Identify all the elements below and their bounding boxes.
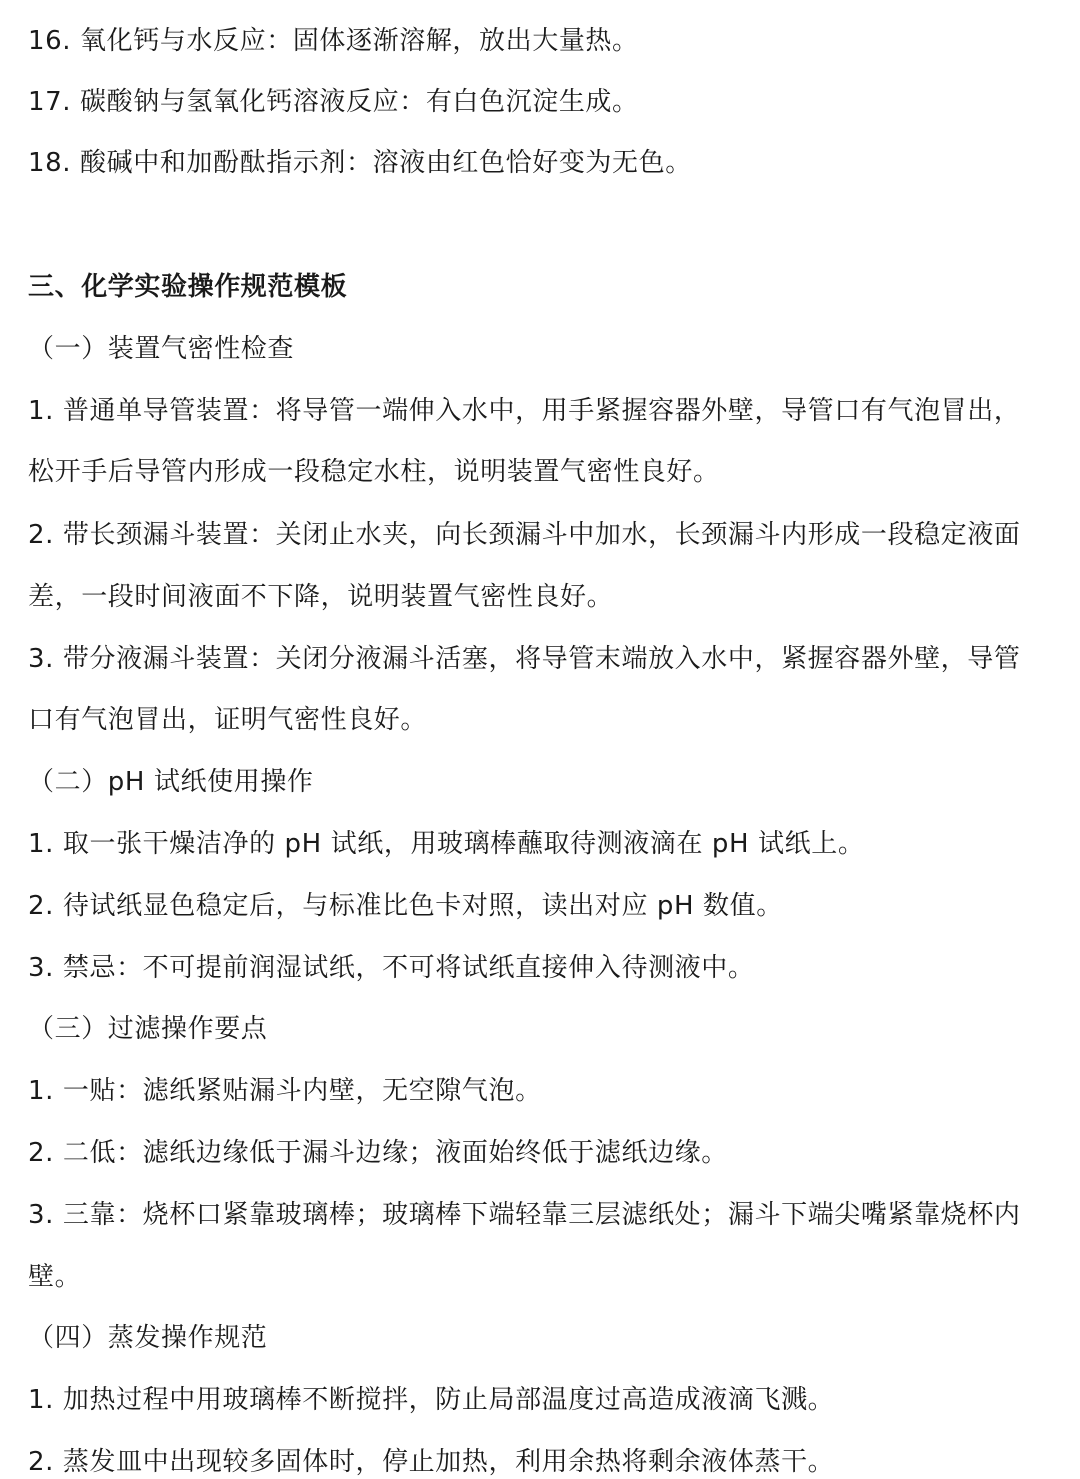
text-line: 1. 加热过程中用玻璃棒不断搅拌，防止局部温度过高造成液滴飞溅。 bbox=[28, 1385, 835, 1415]
text-line: 3. 带分液漏斗装置：关闭分液漏斗活塞，将导管末端放入水中，紧握容器外壁，导管 bbox=[28, 644, 1021, 674]
text-line: 1. 普通单导管装置：将导管一端伸入水中，用手紧握容器外壁，导管口有气泡冒出， bbox=[28, 396, 1021, 426]
text-line: 2. 带长颈漏斗装置：关闭止水夹，向长颈漏斗中加水，长颈漏斗内形成一段稳定液面 bbox=[28, 520, 1021, 550]
text-line: 差，一段时间液面不下降，说明装置气密性良好。 bbox=[28, 582, 614, 612]
text-line: 3. 禁忌：不可提前润湿试纸，不可将试纸直接伸入待测液中。 bbox=[28, 953, 755, 983]
subsection-heading: （一）装置气密性检查 bbox=[28, 334, 295, 364]
text-line: 2. 蒸发皿中出现较多固体时，停止加热，利用余热将剩余液体蒸干。 bbox=[28, 1447, 835, 1477]
text-line: 16. 氧化钙与水反应：固体逐渐溶解，放出大量热。 bbox=[28, 26, 639, 56]
subsection-heading: （四）蒸发操作规范 bbox=[28, 1323, 268, 1353]
text-line: 18. 酸碱中和加酚酞指示剂：溶液由红色恰好变为无色。 bbox=[28, 148, 692, 178]
text-line: 1. 一贴：滤纸紧贴漏斗内壁，无空隙气泡。 bbox=[28, 1076, 542, 1106]
text-line: 2. 二低：滤纸边缘低于漏斗边缘；液面始终低于滤纸边缘。 bbox=[28, 1138, 728, 1168]
text-line: 松开手后导管内形成一段稳定水柱，说明装置气密性良好。 bbox=[28, 457, 720, 487]
text-line: 2. 待试纸显色稳定后，与标准比色卡对照，读出对应 pH 数值。 bbox=[28, 891, 783, 921]
section-heading: 三、化学实验操作规范模板 bbox=[28, 272, 348, 302]
text-line: 3. 三靠：烧杯口紧靠玻璃棒；玻璃棒下端轻靠三层滤纸处；漏斗下端尖嘴紧靠烧杯内 bbox=[28, 1200, 1021, 1230]
text-line: 17. 碳酸钠与氢氧化钙溶液反应：有白色沉淀生成。 bbox=[28, 87, 639, 117]
subsection-heading: （三）过滤操作要点 bbox=[28, 1014, 268, 1044]
text-line: 1. 取一张干燥洁净的 pH 试纸，用玻璃棒蘸取待测液滴在 pH 试纸上。 bbox=[28, 829, 865, 859]
text-line: 口有气泡冒出，证明气密性良好。 bbox=[28, 705, 428, 735]
text-line: 壁。 bbox=[28, 1262, 82, 1292]
subsection-heading: （二）pH 试纸使用操作 bbox=[28, 767, 314, 797]
